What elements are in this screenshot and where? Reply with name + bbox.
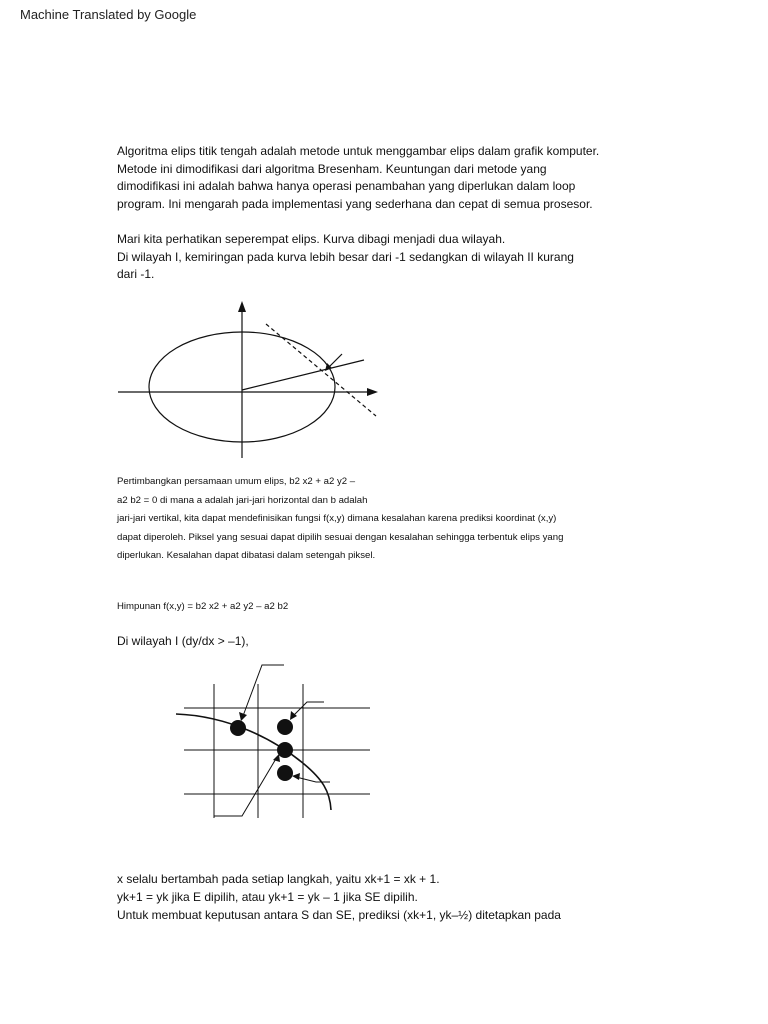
text-line: jari-jari vertikal, kita dapat mendefinisikan fungsi f(x,y) dimana kesalahan karena prediksi koordinat (x,y) bbox=[117, 513, 557, 524]
text-line: diperlukan. Kesalahan dapat dibatasi dalam setengah piksel. bbox=[117, 550, 376, 561]
callout-arrowhead bbox=[292, 773, 300, 780]
text-line: Di wilayah I, kemiringan pada kurva lebih besar dari -1 sedangkan di wilayah II kurang bbox=[117, 249, 574, 264]
candidate-pixel-se bbox=[277, 742, 293, 758]
ellipse-arc bbox=[176, 714, 331, 810]
y-axis-arrowhead bbox=[238, 301, 246, 312]
ellipse-diagram bbox=[110, 298, 400, 458]
tangent-line bbox=[266, 324, 376, 416]
quarter-ellipse-paragraph bbox=[117, 231, 662, 284]
callout-line bbox=[214, 757, 277, 816]
text-line: Mari kita perhatikan seperempat elips. Kurva dibagi menjadi dua wilayah. bbox=[117, 232, 506, 246]
intro-paragraph bbox=[117, 143, 662, 213]
pixel-grid-diagram bbox=[170, 660, 380, 825]
himpunan-line: Himpunan f(x,y) = b2 x2 + a2 y2 – a2 b2 bbox=[117, 601, 289, 612]
candidate-pixel bbox=[230, 720, 246, 736]
x-axis-arrowhead bbox=[367, 388, 378, 396]
callout-arrowhead bbox=[273, 754, 280, 762]
text-line: x selalu bertambah pada setiap langkah, yaitu xk+1 = xk + 1. bbox=[117, 872, 440, 886]
candidate-pixel-s bbox=[277, 765, 293, 781]
equation-paragraph bbox=[117, 473, 662, 566]
text-line: dari -1. bbox=[117, 267, 155, 281]
callout-arrowhead bbox=[239, 712, 247, 721]
radius-line bbox=[242, 360, 364, 390]
region-i-label: Di wilayah I (dy/dx > –1), bbox=[117, 634, 249, 648]
text-line: Algoritma elips titik tengah adalah metode untuk menggambar elips dalam grafik komputer. bbox=[117, 144, 600, 158]
callout-line bbox=[296, 777, 330, 782]
machine-translated-banner: Machine Translated by Google bbox=[20, 7, 197, 22]
text-line: dapat diperoleh. Piksel yang sesuai dapat dipilih sesuai dengan kesalahan sehingga terbentuk elips yang bbox=[117, 531, 564, 543]
text-line: program. Ini mengarah pada implementasi yang sederhana dan cepat di semua prosesor. bbox=[117, 196, 593, 211]
decision-paragraph bbox=[117, 870, 662, 924]
text-line: a2 b2 = 0 di mana a adalah jari-jari horizontal dan b adalah bbox=[117, 494, 368, 506]
text-line: Metode ini dimodifikasi dari algoritma Bresenham. Keuntungan dari metode yang bbox=[117, 161, 547, 176]
text-line: Pertimbangkan persamaan umum elips, b2 x2 + a2 y2 – bbox=[117, 476, 356, 487]
candidate-pixel-e bbox=[277, 719, 293, 735]
text-line: yk+1 = yk jika E dipilih, atau yk+1 = yk – 1 jika SE dipilih. bbox=[117, 890, 418, 904]
text-line: Untuk membuat keputusan antara S dan SE, prediksi (xk+1, yk–½) ditetapkan pada bbox=[117, 908, 561, 922]
callout-line bbox=[293, 702, 324, 716]
text-line: dimodifikasi ini adalah bahwa hanya operasi penambahan yang diperlukan dalam loop bbox=[117, 179, 576, 193]
